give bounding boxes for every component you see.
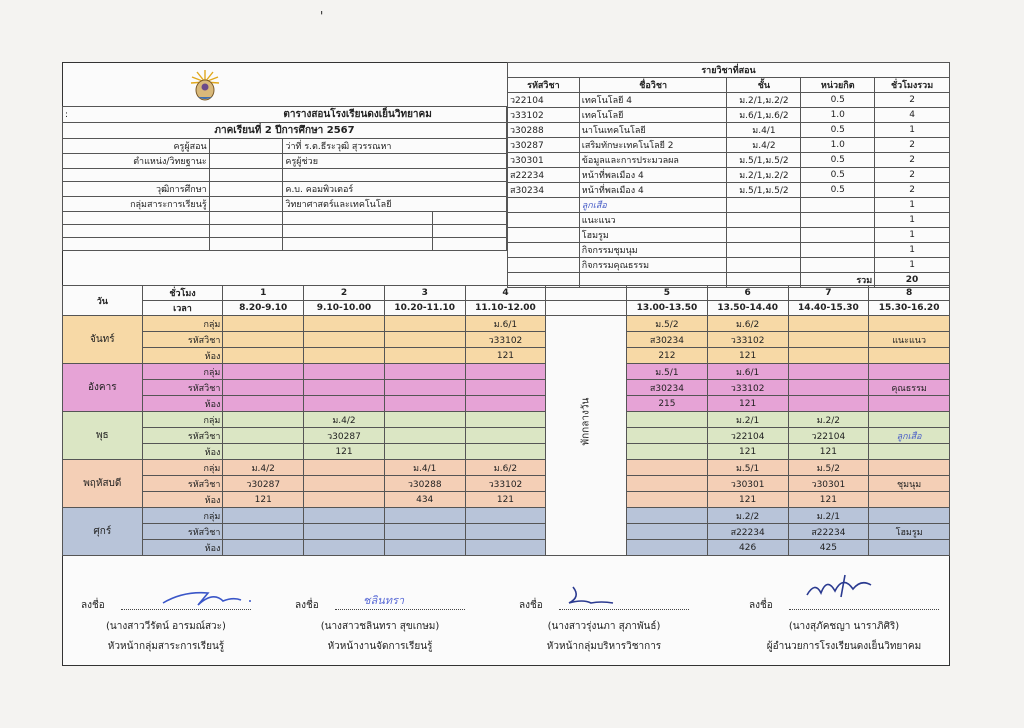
schedule-cell [223, 380, 304, 396]
schedule-cell [788, 396, 869, 412]
subject-class: ม.6/1,ม.6/2 [727, 108, 801, 123]
signer-name: (นางสาววีรัตน์ อารมณ์สวะ) [106, 621, 226, 632]
schedule-cell [465, 444, 546, 460]
period-number: 5 [627, 286, 708, 301]
schedule-row [63, 476, 950, 492]
subject-name: กิจกรรมชุมนุม [579, 243, 727, 258]
subject-row [508, 258, 950, 273]
schedule-cell [465, 412, 546, 428]
info-label: ครูผู้สอน [63, 139, 210, 154]
school-title: ตารางสอนโรงเรียนดงเย็นวิทยาคม [209, 107, 506, 123]
schedule-cell [304, 348, 385, 364]
subject-row [508, 183, 950, 198]
schedule-cell: 426 [707, 540, 788, 556]
signer-position: หัวหน้ากลุ่มสาระการเรียนรู้ [107, 641, 225, 652]
schedule-cell [869, 396, 950, 412]
row-label: กลุ่ม [142, 364, 223, 380]
subject-hours: 1 [875, 243, 950, 258]
lunch-break [546, 316, 627, 556]
schedule-cell [223, 348, 304, 364]
subject-name: นาโนเทคโนโลยี [579, 123, 727, 138]
subject-credit [801, 228, 875, 243]
sign-label: ลงชื่อ [749, 600, 773, 611]
subject-name: หน้าที่พลเมือง 4 [579, 183, 727, 198]
subject-name: ข้อมูลและการประมวลผล [579, 153, 727, 168]
subject-name: กิจกรรมคุณธรรม [579, 258, 727, 273]
schedule-cell [304, 524, 385, 540]
period-number: 4 [465, 286, 546, 301]
schedule-cell: ว30288 [384, 476, 465, 492]
period-number: 8 [869, 286, 950, 301]
row-label: กลุ่ม [142, 412, 223, 428]
schedule-cell [465, 396, 546, 412]
info-label: วุฒิการศึกษา [63, 182, 210, 197]
subject-class: ม.4/2 [727, 138, 801, 153]
subject-class: ม.2/1,ม.2/2 [727, 93, 801, 108]
subject-code [508, 258, 580, 273]
subject-class [727, 198, 801, 213]
subject-row [508, 123, 950, 138]
signature-line [789, 609, 939, 610]
schedule-cell [788, 380, 869, 396]
row-label: ห้อง [142, 348, 223, 364]
schedule-row [63, 428, 950, 444]
schedule-cell: ม.6/1 [465, 316, 546, 332]
schedule-cell [304, 508, 385, 524]
subject-hours: 2 [875, 153, 950, 168]
schedule-cell [384, 540, 465, 556]
subject-row [508, 138, 950, 153]
info-value: ค.บ. คอมพิวเตอร์ [283, 182, 507, 197]
schedule-cell: ว30287 [304, 428, 385, 444]
sign-label: ลงชื่อ [519, 600, 543, 611]
row-label: ห้อง [142, 540, 223, 556]
subject-hours: 1 [875, 258, 950, 273]
signer-name: (นางสุภัคชญา นาราภิศิริ) [788, 621, 900, 632]
subject-class: ม.5/1,ม.5/2 [727, 153, 801, 168]
schedule-cell [384, 348, 465, 364]
subject-credit [801, 213, 875, 228]
schedule-cell: 121 [304, 444, 385, 460]
hour-header: ชั่วโมง [142, 286, 223, 301]
subject-row [508, 153, 950, 168]
schedule-cell: 121 [788, 444, 869, 460]
schedule-cell [869, 412, 950, 428]
schedule-cell [223, 540, 304, 556]
handwritten-signature [801, 571, 881, 605]
total-value: 20 [875, 273, 950, 288]
schedule-cell: 121 [465, 492, 546, 508]
subject-name: เทคโนโลยี 4 [579, 93, 727, 108]
schedule-cell: ว22104 [707, 428, 788, 444]
schedule-row [63, 508, 950, 524]
subject-hours: 4 [875, 108, 950, 123]
subjects-section-title: รายวิชาที่สอน [508, 63, 950, 78]
schedule-cell [384, 380, 465, 396]
info-value: ว่าที่ ร.ต.ธีระวุฒิ สุวรรณหา [283, 139, 507, 154]
row-label: กลุ่ม [142, 460, 223, 476]
schedule-cell: ว22104 [788, 428, 869, 444]
subject-hours: 2 [875, 183, 950, 198]
handwritten-signature [153, 583, 263, 613]
subject-hours: 2 [875, 168, 950, 183]
schedule-row [63, 380, 950, 396]
schedule-cell [869, 348, 950, 364]
schedule-cell: ส30234 [627, 332, 708, 348]
schedule-cell: ว33102 [465, 476, 546, 492]
period-time: 13.50-14.40 [707, 301, 788, 316]
row-label: ห้อง [142, 444, 223, 460]
signer-name: (นางสาวรุ่งนภา สุภาพันธ์) [547, 621, 661, 632]
schedule-cell [869, 492, 950, 508]
schedule-cell [465, 364, 546, 380]
subject-row [508, 93, 950, 108]
colon-mark: : [63, 107, 210, 123]
weekly-schedule-table [62, 285, 950, 556]
schedule-cell [223, 412, 304, 428]
schedule-cell [384, 412, 465, 428]
subject-hours: 1 [875, 213, 950, 228]
schedule-cell [627, 524, 708, 540]
period-time: 14.40-15.30 [788, 301, 869, 316]
subjects-header: หน่วยกิต [801, 78, 875, 93]
day-name: พุธ [63, 412, 143, 460]
subjects-header: ชั่วโมงรวม [875, 78, 950, 93]
schedule-row [63, 524, 950, 540]
sign-label: ลงชื่อ [295, 600, 319, 611]
info-label: ตำแหน่ง/วิทยฐานะ [63, 154, 210, 169]
schedule-row [63, 316, 950, 332]
signature-line [335, 609, 465, 610]
subjects-header: ชื่อวิชา [579, 78, 727, 93]
subject-row [508, 168, 950, 183]
subject-row [508, 108, 950, 123]
signer-position: ผู้อำนวยการโรงเรียนดงเย็นวิทยาคม [766, 641, 922, 652]
subject-class: ม.2/1,ม.2/2 [727, 168, 801, 183]
subject-hours: 1 [875, 228, 950, 243]
day-name: จันทร์ [63, 316, 143, 364]
schedule-cell [384, 316, 465, 332]
period-number: 1 [223, 286, 304, 301]
row-label: กลุ่ม [142, 316, 223, 332]
info-label [63, 169, 210, 182]
subject-credit [801, 258, 875, 273]
term-title: ภาคเรียนที่ 2 ปีการศึกษา 2567 [63, 123, 507, 139]
subject-row [508, 228, 950, 243]
schedule-cell [788, 316, 869, 332]
schedule-cell: โฮมรูม [869, 524, 950, 540]
schedule-cell [627, 492, 708, 508]
subject-name: เทคโนโลยี [579, 108, 727, 123]
subject-name: แนะแนว [579, 213, 727, 228]
schedule-cell: ม.6/1 [707, 364, 788, 380]
schedule-cell [304, 332, 385, 348]
schedule-cell: 121 [707, 444, 788, 460]
period-time: 9.10-10.00 [304, 301, 385, 316]
subject-credit: 0.5 [801, 153, 875, 168]
schedule-cell: ม.4/2 [304, 412, 385, 428]
subject-hours: 2 [875, 138, 950, 153]
teacher-info-table [62, 106, 507, 251]
schedule-cell: ม.5/1 [627, 364, 708, 380]
schedule-cell: ม.2/1 [707, 412, 788, 428]
subject-class [727, 243, 801, 258]
schedule-cell [223, 524, 304, 540]
info-value [283, 169, 507, 182]
school-logo-icon [189, 68, 221, 102]
schedule-cell [869, 364, 950, 380]
schedule-cell: 121 [788, 492, 869, 508]
signer-name: (นางสาวชลินทรา สุขเกษม) [320, 621, 440, 632]
schedule-cell [223, 444, 304, 460]
info-label: กลุ่มสาระการเรียนรู้ [63, 197, 210, 212]
subject-name: หน้าที่พลเมือง 4 [579, 168, 727, 183]
schedule-cell [304, 380, 385, 396]
row-label: รหัสวิชา [142, 380, 223, 396]
schedule-cell: ลูกเสือ [869, 428, 950, 444]
schedule-cell [627, 540, 708, 556]
subject-name: ลูกเสือ [579, 198, 727, 213]
schedule-cell [869, 316, 950, 332]
schedule-cell: ม.2/1 [788, 508, 869, 524]
schedule-cell [465, 428, 546, 444]
schedule-cell: 121 [465, 348, 546, 364]
time-header: เวลา [142, 301, 223, 316]
subject-hours: 1 [875, 123, 950, 138]
schedule-cell [465, 380, 546, 396]
subject-class [727, 228, 801, 243]
schedule-cell: 212 [627, 348, 708, 364]
lunch-header-blank [546, 286, 627, 301]
subject-code [508, 228, 580, 243]
schedule-cell: ม.5/1 [707, 460, 788, 476]
schedule-cell: 121 [707, 492, 788, 508]
subject-code: ว22104 [508, 93, 580, 108]
schedule-cell: ว30301 [788, 476, 869, 492]
schedule-cell: คุณธรรม [869, 380, 950, 396]
schedule-cell [869, 540, 950, 556]
subject-credit: 1.0 [801, 138, 875, 153]
schedule-row [63, 460, 950, 476]
subject-code [508, 213, 580, 228]
schedule-cell [304, 460, 385, 476]
schedule-cell: ม.2/2 [788, 412, 869, 428]
schedule-cell [869, 444, 950, 460]
schedule-cell: ม.2/2 [707, 508, 788, 524]
schedule-cell: 121 [223, 492, 304, 508]
schedule-cell: ว33102 [707, 332, 788, 348]
schedule-cell: ม.6/2 [465, 460, 546, 476]
schedule-cell: 425 [788, 540, 869, 556]
period-number: 2 [304, 286, 385, 301]
schedule-cell [869, 508, 950, 524]
timetable-sheet [62, 62, 950, 666]
schedule-cell [384, 428, 465, 444]
schedule-cell [869, 460, 950, 476]
schedule-cell [223, 508, 304, 524]
schedule-row [63, 492, 950, 508]
schedule-cell [465, 524, 546, 540]
subject-credit: 0.5 [801, 168, 875, 183]
signer-position: หัวหน้างานจัดการเรียนรู้ [327, 641, 433, 652]
schedule-cell: ว33102 [465, 332, 546, 348]
row-label: รหัสวิชา [142, 332, 223, 348]
period-time: 8.20-9.10 [223, 301, 304, 316]
row-label: ห้อง [142, 396, 223, 412]
schedule-cell [384, 332, 465, 348]
schedule-cell [465, 508, 546, 524]
schedule-cell: ว33102 [707, 380, 788, 396]
schedule-cell [384, 444, 465, 460]
schedule-cell: ม.4/2 [223, 460, 304, 476]
schedule-cell: ว30301 [707, 476, 788, 492]
period-time: 11.10-12.00 [465, 301, 546, 316]
schedule-row [63, 348, 950, 364]
subject-class: ม.5/1,ม.5/2 [727, 183, 801, 198]
subject-name: เสริมทักษะเทคโนโลยี 2 [579, 138, 727, 153]
schedule-cell: ส22234 [707, 524, 788, 540]
schedule-cell [384, 508, 465, 524]
schedule-cell: ชุมนุม [869, 476, 950, 492]
day-header: วัน [63, 286, 143, 316]
subject-credit: 1.0 [801, 108, 875, 123]
schedule-cell: 434 [384, 492, 465, 508]
schedule-cell: ม.5/2 [627, 316, 708, 332]
schedule-cell [223, 396, 304, 412]
schedule-cell [304, 476, 385, 492]
schedule-cell [384, 364, 465, 380]
total-label: รวม [801, 273, 875, 288]
schedule-cell [627, 460, 708, 476]
period-number: 6 [707, 286, 788, 301]
schedule-cell [304, 316, 385, 332]
schedule-cell [465, 540, 546, 556]
period-number: 7 [788, 286, 869, 301]
subject-class [727, 258, 801, 273]
subject-code: ส22234 [508, 168, 580, 183]
schedule-cell [627, 428, 708, 444]
schedule-cell [384, 396, 465, 412]
subject-hours: 1 [875, 198, 950, 213]
period-time: 10.20-11.10 [384, 301, 465, 316]
subjects-table [507, 62, 950, 288]
schedule-cell: ว30287 [223, 476, 304, 492]
subject-credit: 0.5 [801, 123, 875, 138]
subject-code [508, 243, 580, 258]
schedule-cell: ม.4/1 [384, 460, 465, 476]
row-label: รหัสวิชา [142, 524, 223, 540]
schedule-row [63, 412, 950, 428]
schedule-cell [304, 540, 385, 556]
schedule-cell [627, 508, 708, 524]
subject-code: ว30301 [508, 153, 580, 168]
subject-row [508, 198, 950, 213]
handwritten-signature [561, 583, 621, 613]
subjects-header: ชั้น [727, 78, 801, 93]
stray-mark: ' [320, 9, 324, 23]
subject-class [727, 213, 801, 228]
period-time: 15.30-16.20 [869, 301, 950, 316]
subject-class: ม.4/1 [727, 123, 801, 138]
subject-credit [801, 243, 875, 258]
subject-credit [801, 198, 875, 213]
day-name: อังคาร [63, 364, 143, 412]
schedule-cell [223, 332, 304, 348]
schedule-row [63, 332, 950, 348]
handwritten-signature: ชลินทรา [363, 594, 405, 607]
row-label: ห้อง [142, 492, 223, 508]
lunch-header-blank [546, 301, 627, 316]
row-label: รหัสวิชา [142, 476, 223, 492]
schedule-cell [223, 364, 304, 380]
schedule-cell [223, 428, 304, 444]
schedule-cell [384, 524, 465, 540]
schedule-cell: แนะแนว [869, 332, 950, 348]
day-name: ศุกร์ [63, 508, 143, 556]
schedule-cell [788, 332, 869, 348]
schedule-row [63, 364, 950, 380]
subject-credit: 0.5 [801, 183, 875, 198]
schedule-cell [788, 348, 869, 364]
subject-code: ว30288 [508, 123, 580, 138]
schedule-row [63, 396, 950, 412]
schedule-row [63, 444, 950, 460]
schedule-cell: 121 [707, 348, 788, 364]
subject-row [508, 243, 950, 258]
schedule-cell [788, 364, 869, 380]
schedule-cell [627, 444, 708, 460]
schedule-cell [304, 364, 385, 380]
subjects-header: รหัสวิชา [508, 78, 580, 93]
period-time: 13.00-13.50 [627, 301, 708, 316]
row-label: รหัสวิชา [142, 428, 223, 444]
schedule-cell [223, 316, 304, 332]
subject-code [508, 198, 580, 213]
sign-label: ลงชื่อ [81, 600, 105, 611]
subject-code: ว33102 [508, 108, 580, 123]
schedule-cell: 121 [707, 396, 788, 412]
schedule-cell [304, 396, 385, 412]
day-name: พฤหัสบดี [63, 460, 143, 508]
subject-row [508, 213, 950, 228]
schedule-cell: ส22234 [788, 524, 869, 540]
schedule-cell [304, 492, 385, 508]
subject-code: ว30287 [508, 138, 580, 153]
info-value: วิทยาศาสตร์และเทคโนโลยี [283, 197, 507, 212]
signer-position: หัวหน้ากลุ่มบริหารวิชาการ [546, 641, 662, 652]
subject-name: โฮมรูม [579, 228, 727, 243]
schedule-cell: 215 [627, 396, 708, 412]
schedule-cell [627, 476, 708, 492]
lunch-break-label: พักกลางวัน [580, 397, 592, 446]
subject-credit: 0.5 [801, 93, 875, 108]
period-number: 3 [384, 286, 465, 301]
row-label: กลุ่ม [142, 508, 223, 524]
schedule-cell: ม.5/2 [788, 460, 869, 476]
subject-code: ส30234 [508, 183, 580, 198]
schedule-row [63, 540, 950, 556]
info-value: ครูผู้ช่วย [283, 154, 507, 169]
schedule-cell: ส30234 [627, 380, 708, 396]
schedule-cell: ม.6/2 [707, 316, 788, 332]
subject-hours: 2 [875, 93, 950, 108]
schedule-cell [627, 412, 708, 428]
